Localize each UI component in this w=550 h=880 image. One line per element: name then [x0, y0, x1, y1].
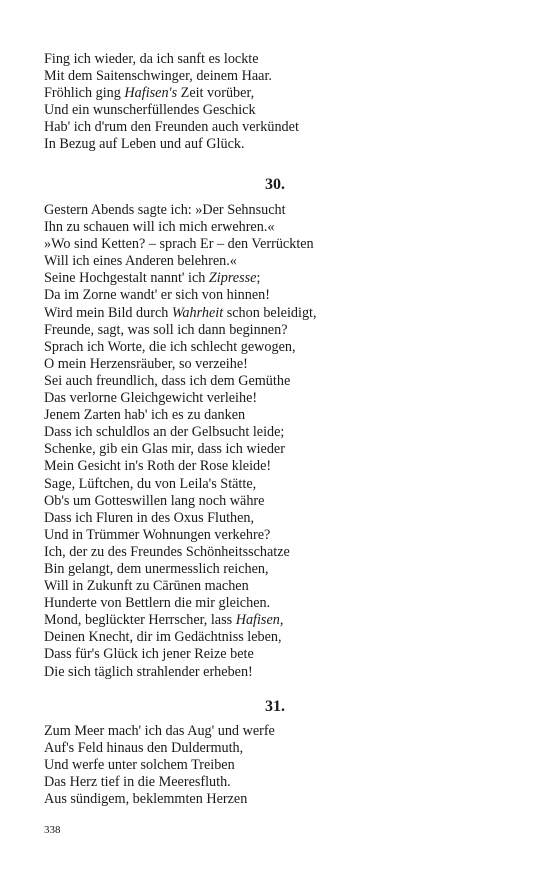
- poem-line: [44, 441, 514, 458]
- poem-line-text: O mein Herzensräuber, so verzeihe!: [44, 355, 248, 372]
- poem-line: [44, 578, 514, 595]
- poem-line-text: Will in Zukunft zu Cārūnen machen: [44, 578, 249, 595]
- poem-line-text: Schenke, gib ein Glas mir, dass ich wieder: [44, 441, 285, 458]
- poem-line-text: Will ich eines Anderen belehren.«: [44, 253, 237, 270]
- poem-line: [44, 253, 514, 270]
- poem-line-text: Fing ich wieder, da ich sanft es lockte: [44, 51, 259, 67]
- poem-line-text: Und werfe unter solchem Treiben: [44, 757, 235, 774]
- poem-line-text: Zum Meer mach' ich das Aug' und werfe: [44, 723, 275, 739]
- poem-line-text: Ich, der zu des Freundes Schönheitsschatze: [44, 543, 290, 560]
- poem-line-text: Und ein wunscherfüllendes Geschick: [44, 102, 256, 119]
- poem-line-emphasis: Wahrheit: [171, 304, 224, 321]
- poem-line-text: ;: [256, 270, 261, 287]
- poem-line-text: Fröhlich ging: [44, 85, 125, 102]
- poem-line-text: ,: [279, 612, 284, 629]
- poem-line-text: Dass ich schuldlos an der Gelbsucht leide;: [44, 424, 285, 441]
- poem-line: [44, 305, 514, 322]
- poem-stanza-continued: [44, 51, 514, 154]
- poem-line-text: Bin gelangt, dem unermesslich reichen,: [44, 560, 269, 577]
- poem-line: [44, 664, 514, 681]
- poem-line: [44, 476, 514, 493]
- poem-line: [44, 119, 514, 136]
- poem-line: [44, 527, 514, 544]
- poem-line-text: Das Herz tief in die Meeresfluth.: [44, 774, 231, 791]
- poem-line-text: Jenem Zarten hab' ich es zu danken: [44, 407, 246, 424]
- poem-number-30: 30.: [265, 176, 285, 193]
- poem-line-text: Mein Gesicht in's Roth der Rose kleide!: [44, 458, 272, 475]
- poem-line: [44, 561, 514, 578]
- poem-line: [44, 510, 514, 527]
- poem-31-text: [44, 723, 514, 808]
- page-number: 338: [44, 824, 61, 836]
- poem-number-31: 31.: [265, 698, 285, 715]
- poem-line: [44, 270, 514, 287]
- poem-line: [44, 407, 514, 424]
- poem-line: [44, 136, 514, 153]
- poem-line-text: Auf's Feld hinaus den Duldermuth,: [44, 740, 244, 757]
- poem-line: [44, 287, 514, 304]
- poem-line: [44, 68, 514, 85]
- poem-line: [44, 236, 514, 253]
- poem-line: [44, 646, 514, 663]
- poem-line: [44, 339, 514, 356]
- poem-line: [44, 373, 514, 390]
- poem-line-text: Sprach ich Worte, die ich schlecht gewogen,: [44, 338, 296, 355]
- poem-line-text: Da im Zorne wandt' er sich von hinnen!: [44, 287, 270, 304]
- poem-line: [44, 757, 514, 774]
- poem-line-text: Aus sündigem, beklemmten Herzen: [44, 791, 248, 808]
- poem-line-text: Hab' ich d'rum den Freunden auch verkündet: [44, 119, 299, 136]
- poem-line-text: Sage, Lüftchen, du von Leila's Stätte,: [44, 475, 257, 492]
- poem-line: [44, 458, 514, 475]
- poem-line-text: Mond, beglückter Herrscher, lass: [44, 612, 236, 629]
- poem-line: [44, 202, 514, 219]
- poem-line: [44, 544, 514, 561]
- poem-line: [44, 723, 514, 740]
- poem-line: [44, 219, 514, 236]
- poem-line-text: Freunde, sagt, was soll ich dann beginnen?: [44, 321, 288, 338]
- poem-line-text: Seine Hochgestalt nannt' ich: [44, 270, 209, 287]
- poem-line-text: schon beleidigt,: [223, 304, 317, 321]
- poem-line: [44, 51, 514, 68]
- poem-line-text: Ihn zu schauen will ich mich erwehren.«: [44, 219, 275, 236]
- poem-line-text: Das verlorne Gleichgewicht verleihe!: [44, 390, 258, 407]
- poem-line-text: »Wo sind Ketten? – sprach Er – den Verrückten: [44, 236, 314, 253]
- poem-line-text: Mit dem Saitenschwinger, deinem Haar.: [44, 68, 272, 85]
- poem-line-text: Deinen Knecht, dir im Gedächtniss leben,: [44, 629, 282, 646]
- poem-line: [44, 595, 514, 612]
- poem-line: [44, 774, 514, 791]
- poem-line-text: Zeit vorüber,: [177, 85, 255, 102]
- poem-line: [44, 791, 514, 808]
- poem-line: [44, 356, 514, 373]
- poem-line-text: Hunderte von Bettlern die mir gleichen.: [44, 595, 271, 612]
- poem-line: [44, 740, 514, 757]
- poem-line: [44, 493, 514, 510]
- poem-line: [44, 102, 514, 119]
- poem-line: [44, 424, 514, 441]
- poem-line-text: Dass für's Glück ich jener Reize bete: [44, 646, 254, 663]
- poem-line-text: In Bezug auf Leben und auf Glück.: [44, 136, 245, 153]
- poem-line-text: Gestern Abends sagte ich: »Der Sehnsucht: [44, 202, 286, 218]
- poem-30-text: [44, 202, 514, 681]
- poem-line: [44, 322, 514, 339]
- poem-line-text: Wird mein Bild durch: [44, 304, 172, 321]
- poem-line-emphasis: Zipresse: [208, 270, 257, 287]
- poem-line-emphasis: Hafisen's: [124, 85, 178, 102]
- poem-line-text: Sei auch freundlich, dass ich dem Gemüthe: [44, 372, 291, 389]
- poem-line-text: Und in Trümmer Wohnungen verkehre?: [44, 526, 271, 543]
- poem-line-text: Ob's um Gotteswillen lang noch währe: [44, 492, 265, 509]
- poem-line: [44, 85, 514, 102]
- poem-line-emphasis: Hafisen: [235, 612, 280, 629]
- poem-line: [44, 629, 514, 646]
- poem-line-text: Dass ich Fluren in des Oxus Fluthen,: [44, 509, 255, 526]
- poem-line-text: Die sich täglich strahlender erheben!: [44, 663, 253, 680]
- poem-line: [44, 390, 514, 407]
- poem-line: [44, 612, 514, 629]
